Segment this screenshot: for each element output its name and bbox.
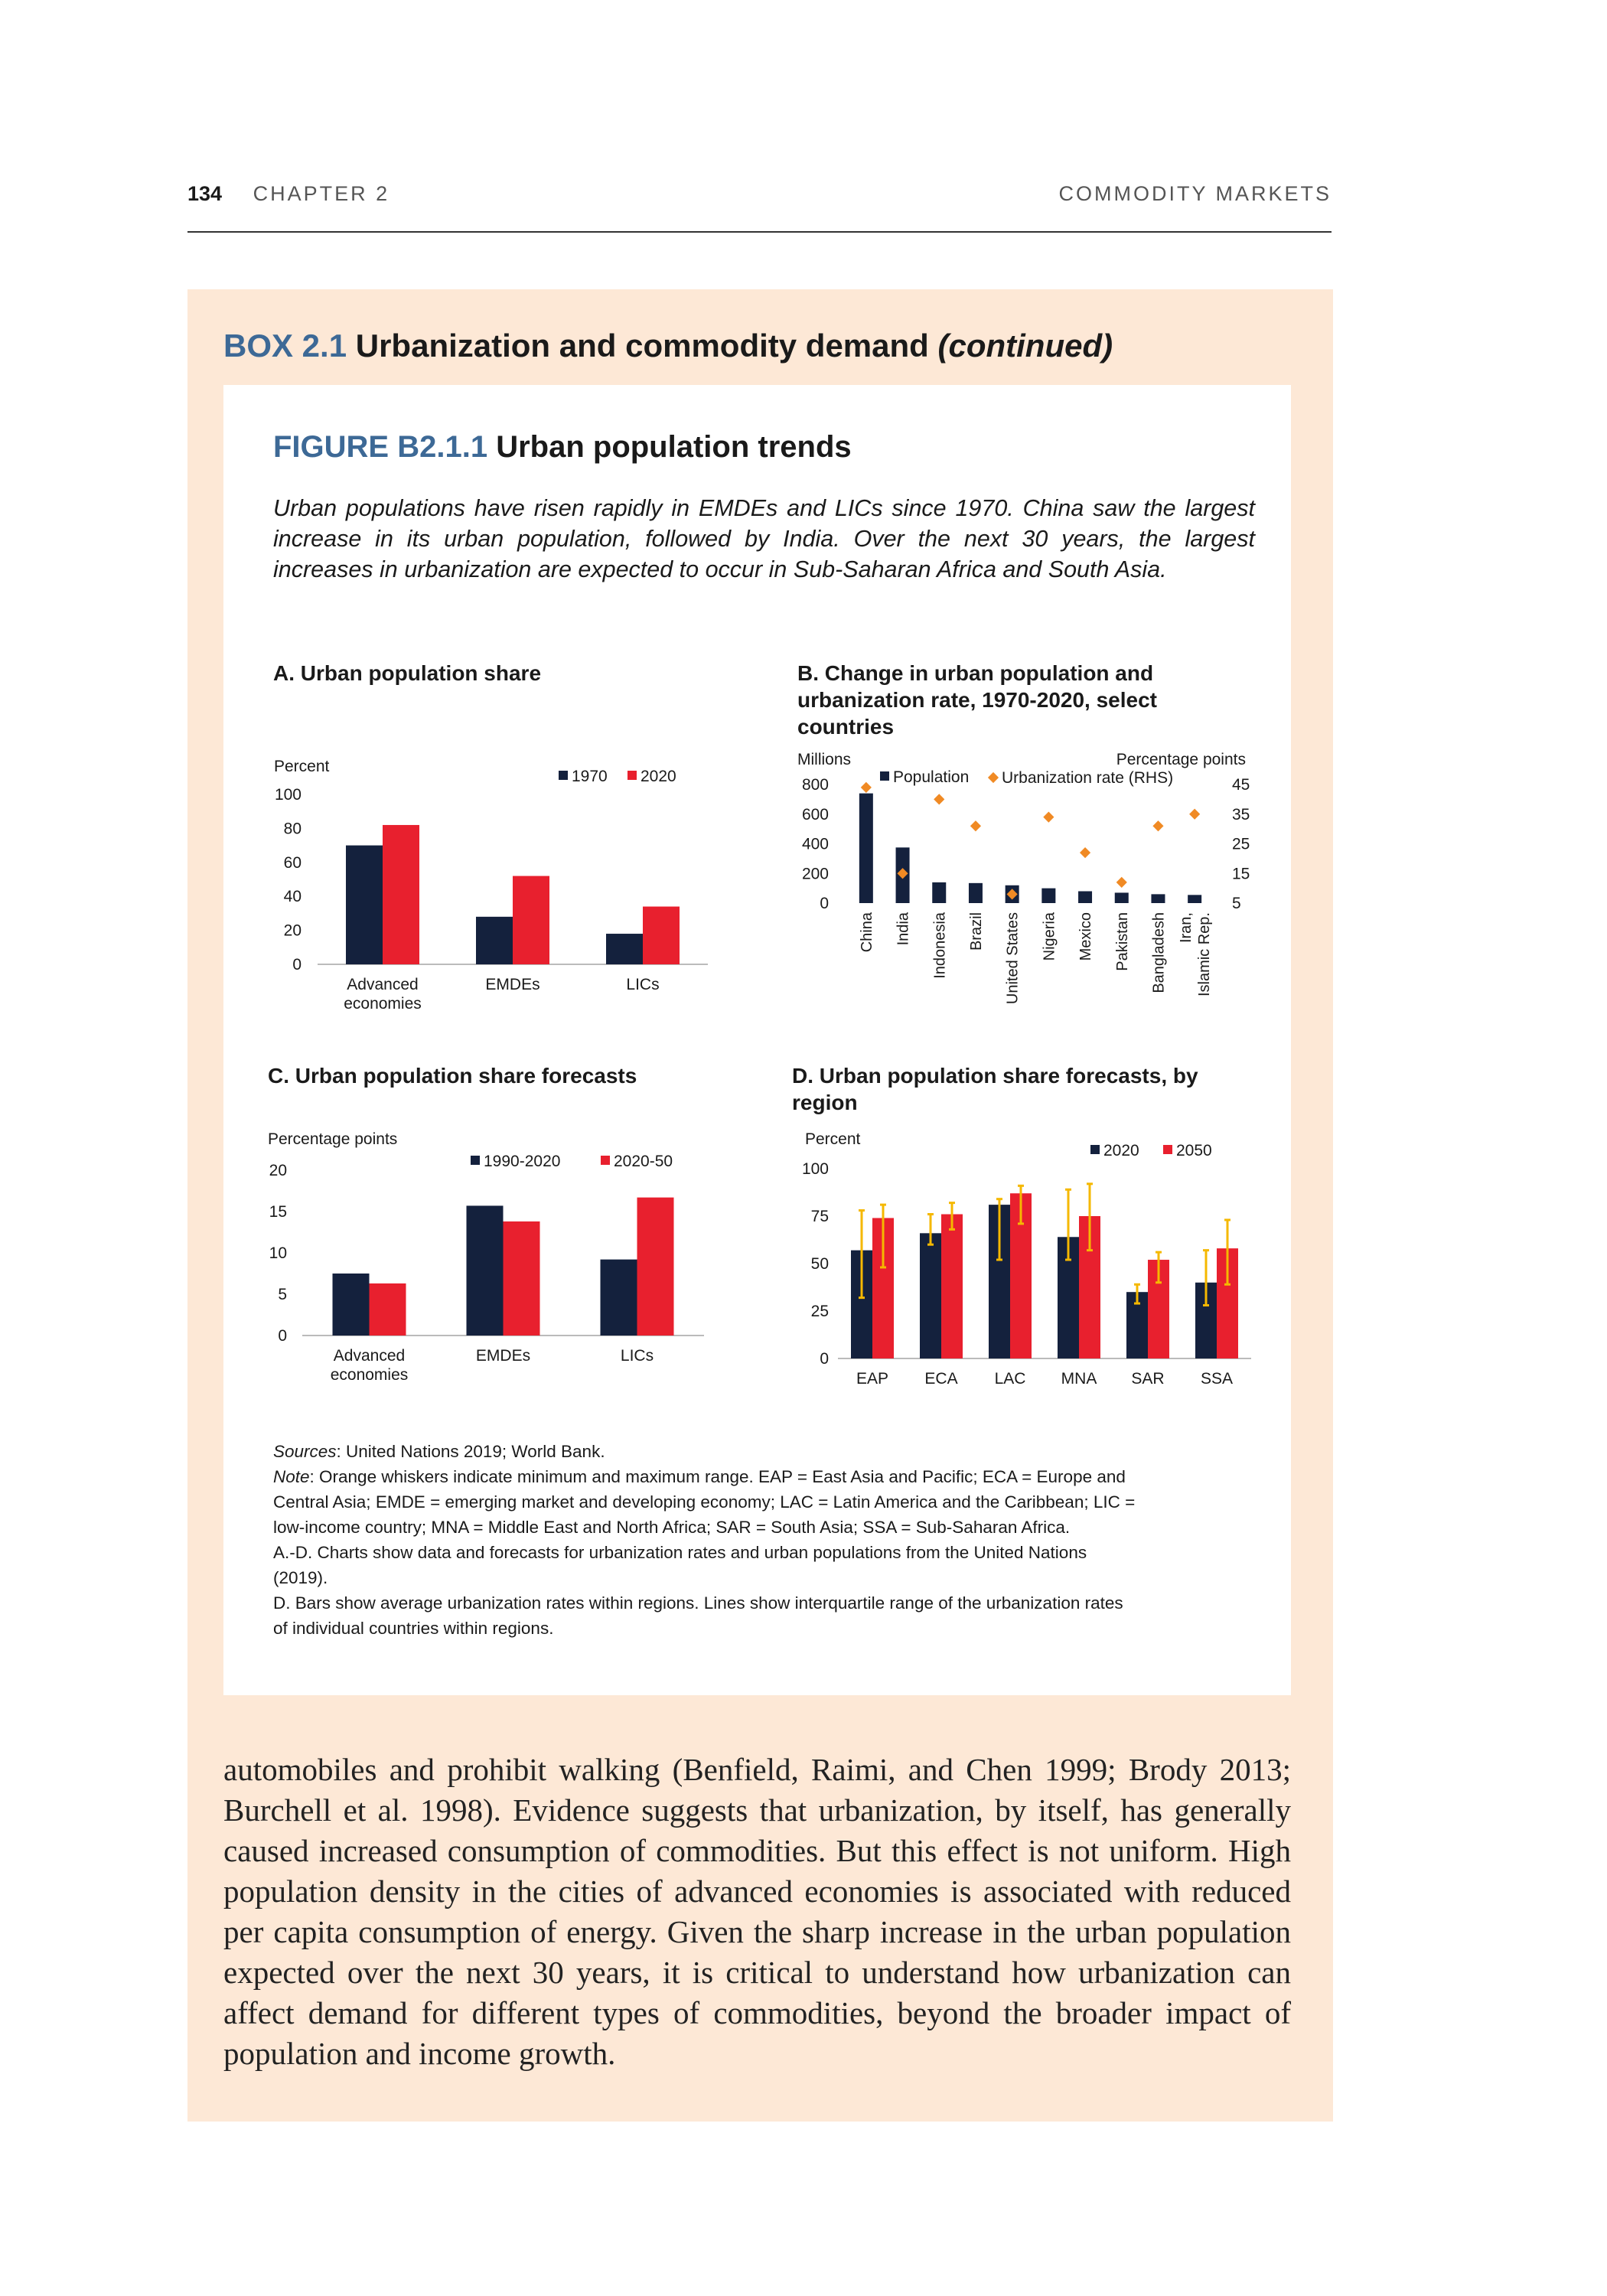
- y-tick-label: 200: [801, 865, 829, 883]
- y-tick-label-right: 35: [1232, 805, 1250, 823]
- bar-1990-2020-0: [333, 1274, 370, 1336]
- figure-label: FIGURE B2.1.1: [273, 430, 488, 464]
- x-category-label: LICs: [626, 976, 660, 993]
- figure-title-text: Urban population trends: [496, 430, 852, 464]
- bar-population-2: [932, 882, 946, 903]
- note-label: Note: [273, 1467, 310, 1486]
- y-tick-label: 20: [283, 921, 302, 940]
- box-title: [223, 328, 1113, 364]
- legend-swatch-0: [471, 1156, 480, 1165]
- bar-population-3: [969, 883, 983, 903]
- header-rule: [187, 231, 1332, 233]
- y-tick-label: 15: [269, 1203, 287, 1221]
- point-urbanization-6: [1080, 847, 1090, 858]
- body-paragraph: automobiles and prohibit walking (Benfield, Raimi, and Chen 1999; Brody 2013; Burchell et al. 1998). Evidence suggests that urbanization, by itself, has generally caused increased consumption of commodities. But this effect is not uniform. High population density in the cities of advanced economies is associated with reduced per capita consumption of energy. Given the sharp increase in the urban population expected over the next 30 years, it is critical to understand how urbanization can affect demand for different types of commodities, beyond the broader impact of population and income growth.: [223, 1752, 1291, 2071]
- note-ad-line-2: (2019).: [273, 1568, 328, 1587]
- note-line-2: Central Asia; EMDE = emerging market and developing economy; LAC = Latin America and the Caribbean; LIC =: [273, 1492, 1136, 1512]
- legend-swatch-0: [1090, 1145, 1100, 1154]
- y-tick-label: 80: [283, 820, 302, 838]
- y-axis-label: Percent: [805, 1130, 861, 1148]
- chart-c: [264, 1129, 723, 1404]
- panel-d-title: D. Urban population share forecasts, by region: [792, 1064, 1198, 1114]
- y-tick-label-right: 5: [1232, 895, 1241, 912]
- bar-2020-1: [920, 1233, 941, 1358]
- bar-population-5: [1041, 889, 1055, 903]
- x-category-label: EMDEs: [475, 1347, 531, 1365]
- y-tick-label-right: 45: [1232, 776, 1250, 794]
- figure-title: [273, 430, 852, 465]
- y-tick-label: 100: [801, 1160, 829, 1178]
- y-tick-label: 800: [801, 776, 829, 794]
- y-tick-label: 20: [269, 1162, 287, 1179]
- legend-label-1: 2020: [641, 768, 676, 785]
- section-label: COMMODITY MARKETS: [1058, 182, 1332, 205]
- y-tick-label: 600: [801, 805, 829, 823]
- legend-label-0: Population: [893, 768, 970, 786]
- figure-notes: [273, 1439, 1260, 1641]
- legend-label-1: 2020-50: [614, 1153, 673, 1170]
- bar-1970-0: [346, 846, 383, 964]
- x-category-label: ECA: [924, 1370, 958, 1388]
- legend-label-1: Urbanization rate (RHS): [1002, 769, 1174, 787]
- bar-2020-0: [383, 825, 419, 964]
- legend-label-1: 2050: [1176, 1142, 1212, 1159]
- x-category-label: EMDEs: [485, 976, 540, 993]
- point-urbanization-3: [970, 820, 981, 831]
- x-category-label: Advanced economies: [344, 976, 422, 1013]
- point-urbanization-0: [861, 782, 872, 793]
- legend-swatch-1: [988, 772, 999, 783]
- sources-label: Sources: [273, 1442, 337, 1461]
- legend-label-0: 2020: [1103, 1142, 1139, 1159]
- bar-population-6: [1078, 892, 1092, 904]
- chart-a: [268, 758, 727, 1018]
- panel-a-title: A. Urban population share: [273, 661, 542, 685]
- x-category-label: MNA: [1061, 1370, 1097, 1388]
- y-tick-label-right: 25: [1232, 835, 1250, 853]
- bar-2020-2: [643, 907, 680, 964]
- legend-swatch-1: [1163, 1145, 1172, 1154]
- y-tick-label: 5: [278, 1286, 287, 1303]
- point-urbanization-7: [1116, 877, 1127, 888]
- panel-c-title: C. Urban population share forecasts: [268, 1064, 637, 1088]
- x-category-label: SSA: [1200, 1370, 1234, 1388]
- legend-label-0: 1970: [572, 768, 608, 785]
- note-d-line-2: of individual countries within regions.: [273, 1619, 554, 1638]
- x-category-label: Nigeria: [1041, 912, 1058, 961]
- bar-population-0: [859, 794, 873, 903]
- bar-population-9: [1188, 895, 1201, 903]
- x-category-label: Mexico: [1077, 912, 1095, 961]
- y-tick-label: 0: [820, 895, 829, 912]
- bar-population-7: [1115, 892, 1129, 903]
- x-category-label: United States: [1004, 912, 1022, 1005]
- note-line-3: low-income country; MNA = Middle East and North Africa; SAR = South Asia; SSA = Sub-Saharan Africa.: [273, 1518, 1071, 1537]
- note-line-1: [273, 1464, 1260, 1489]
- panel-b-title: B. Change in urban population and urbanization rate, 1970-2020, select countries: [797, 661, 1157, 739]
- box-label: BOX 2.1: [223, 328, 347, 364]
- y-tick-label: 400: [801, 835, 829, 853]
- box-continued: (continued): [937, 328, 1113, 364]
- bar-1990-2020-1: [467, 1205, 504, 1336]
- x-category-label: EAP: [856, 1370, 889, 1388]
- y-tick-label: 0: [292, 956, 302, 974]
- x-category-label: Bangladesh: [1150, 912, 1168, 993]
- point-urbanization-8: [1152, 820, 1163, 831]
- note-d-line-1: D. Bars show average urbanization rates within regions. Lines show interquartile range of the urbanization rates: [273, 1593, 1123, 1613]
- running-header: [187, 182, 1332, 207]
- bar-2050-1: [941, 1215, 963, 1358]
- y-axis-label: Percent: [274, 758, 330, 775]
- x-category-label: LICs: [620, 1347, 654, 1365]
- y-tick-label: 10: [269, 1244, 287, 1262]
- page-number: 134: [187, 182, 223, 205]
- x-category-label: LAC: [994, 1370, 1026, 1388]
- point-urbanization-9: [1189, 809, 1200, 820]
- y-tick-label: 40: [283, 888, 302, 906]
- x-category-label: SAR: [1131, 1370, 1165, 1388]
- y-tick-label: 60: [283, 853, 302, 872]
- bar-2020-50-0: [370, 1283, 406, 1336]
- chapter-label: CHAPTER 2: [253, 182, 390, 205]
- bar-2020-50-1: [504, 1221, 540, 1336]
- x-category-label: Indonesia: [931, 912, 949, 979]
- x-category-label: Pakistan: [1113, 912, 1131, 971]
- legend-label-0: 1990-2020: [484, 1153, 561, 1170]
- y-axis-label: Percentage points: [268, 1130, 398, 1148]
- y-tick-label: 100: [274, 786, 302, 804]
- bar-2020-50-2: [637, 1198, 674, 1336]
- note-ad-line-1: A.-D. Charts show data and forecasts for urbanization rates and urban populations from the United Nations: [273, 1543, 1087, 1562]
- x-category-label: Iran, Islamic Rep.: [1178, 912, 1214, 997]
- y-tick-label: 25: [810, 1303, 829, 1320]
- y-tick-label: 75: [810, 1208, 829, 1225]
- figure-subtitle: Urban populations have risen rapidly in EMDEs and LICs since 1970. China saw the largest increase in its urban population, followed by India. Over the next 30 years, the largest increases in urbanization are expected to occur in Sub-Saharan Africa and South Asia.: [273, 495, 1255, 582]
- bar-1970-2: [606, 934, 643, 964]
- y-tick-label: 50: [810, 1255, 829, 1273]
- legend-swatch-0: [880, 771, 889, 781]
- bar-1990-2020-2: [601, 1260, 637, 1336]
- legend-swatch-1: [627, 771, 637, 780]
- y-tick-label: 0: [278, 1327, 287, 1345]
- y-axis-label-right: Percentage points: [1116, 751, 1246, 768]
- y-tick-label-right: 15: [1232, 865, 1250, 883]
- y-axis-label: Millions: [797, 751, 852, 768]
- point-urbanization-5: [1043, 812, 1054, 823]
- box-title-text: Urbanization and commodity demand: [355, 328, 929, 364]
- x-category-label: Brazil: [967, 912, 985, 951]
- legend-swatch-1: [601, 1156, 610, 1165]
- x-category-label: Advanced economies: [330, 1347, 409, 1384]
- bar-2020-1: [513, 876, 549, 964]
- sources-line: [273, 1439, 1260, 1464]
- sources-text: : United Nations 2019; World Bank.: [336, 1442, 605, 1461]
- x-category-label: India: [895, 912, 912, 946]
- chart-b: [788, 751, 1263, 1014]
- point-urbanization-2: [934, 794, 944, 804]
- bar-1970-1: [476, 917, 513, 964]
- y-tick-label: 0: [820, 1350, 829, 1368]
- legend-swatch-0: [559, 771, 568, 780]
- note-text-1: : Orange whiskers indicate minimum and maximum range. EAP = East Asia and Pacific; ECA = Europe and: [309, 1467, 1126, 1486]
- chart-d: [792, 1129, 1266, 1404]
- bar-population-8: [1151, 894, 1165, 903]
- x-category-label: China: [858, 912, 875, 953]
